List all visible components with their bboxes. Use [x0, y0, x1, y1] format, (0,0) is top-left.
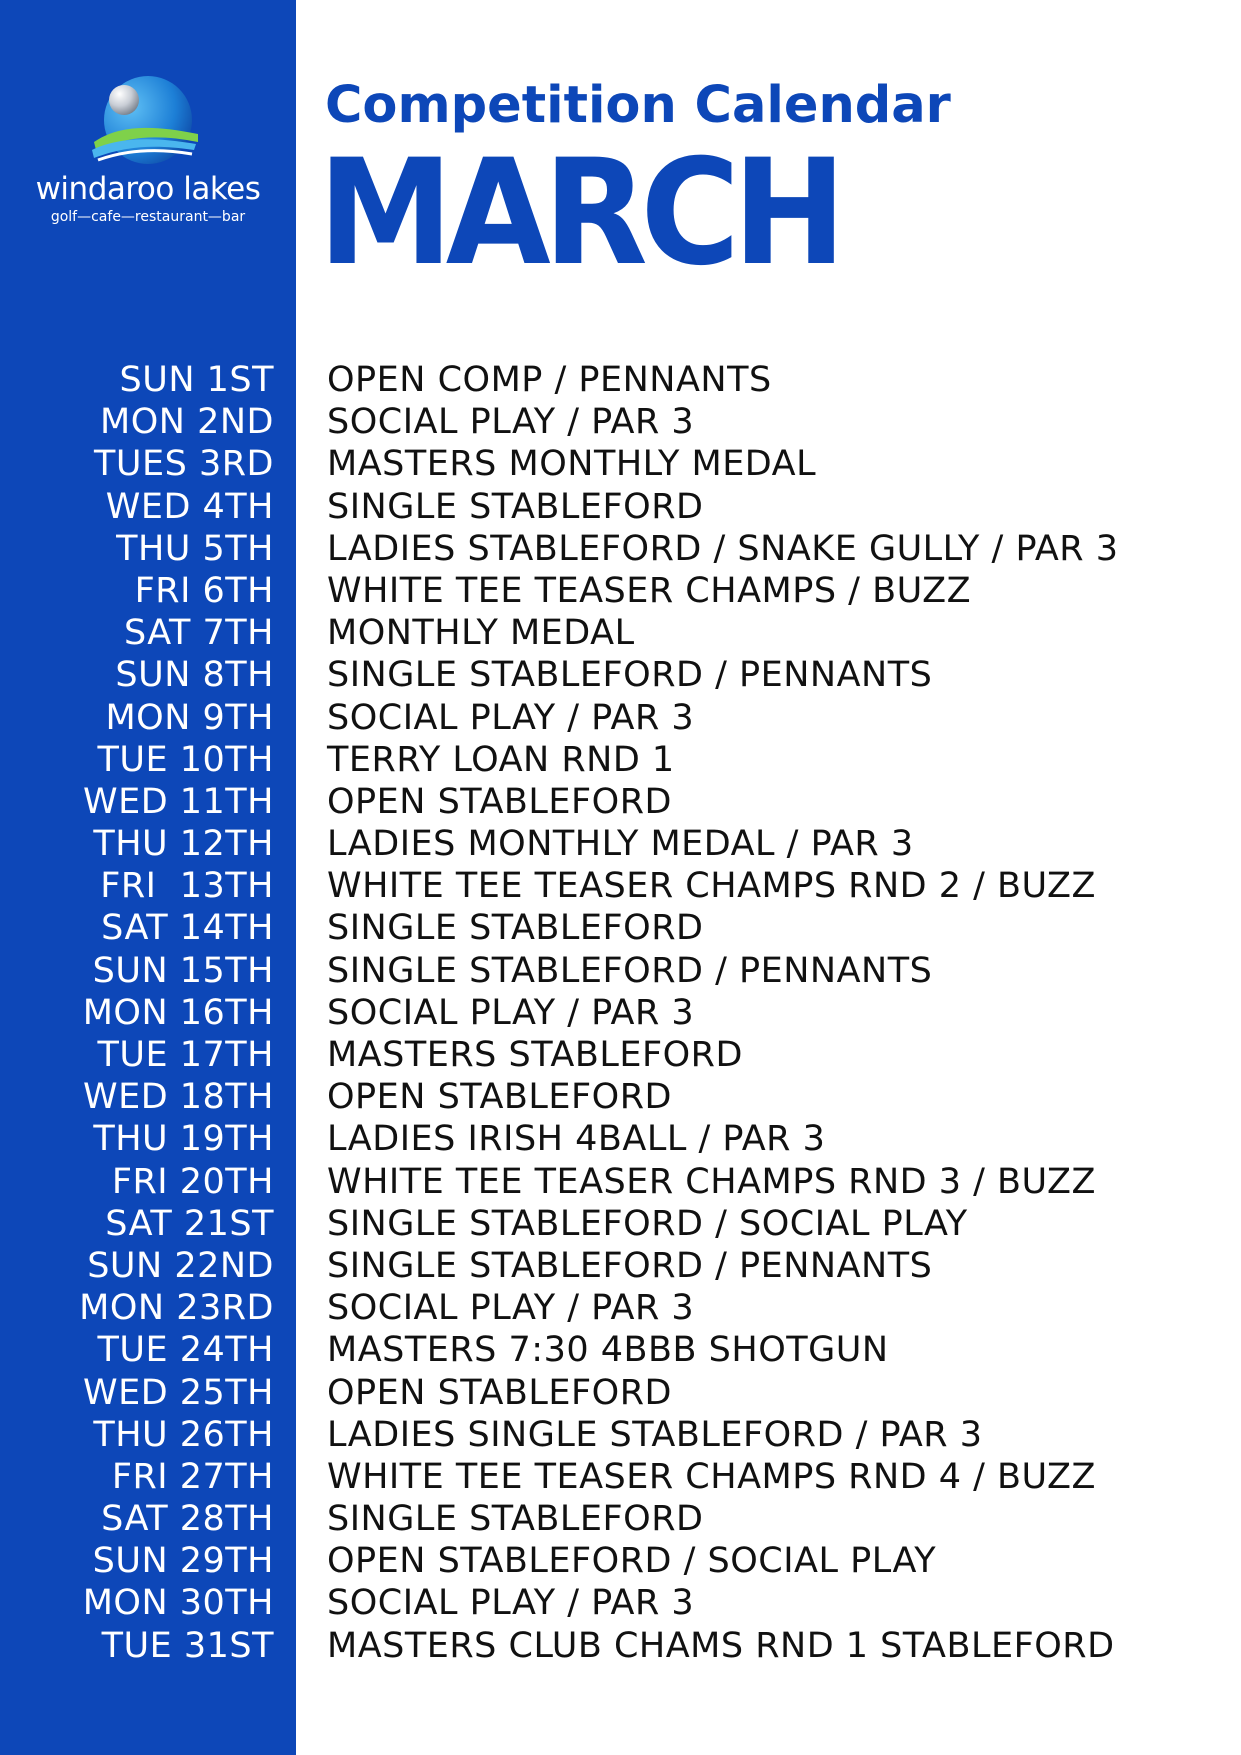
date-label: WED 4TH: [105, 486, 274, 527]
event-label: LADIES SINGLE STABLEFORD / PAR 3: [327, 1414, 983, 1455]
logo-tagline: golf—cafe—restaurant—bar: [50, 209, 246, 225]
event-label: MASTERS STABLEFORD: [327, 1035, 743, 1075]
event-label: LADIES MONTHLY MEDAL / PAR 3: [327, 824, 914, 865]
date-label: MON 16TH: [82, 992, 274, 1033]
date-list: [0, 359, 274, 1667]
date-label: TUE 10TH: [97, 739, 274, 780]
golf-ball-lake-icon: [88, 76, 200, 168]
date-label: MON 2ND: [100, 402, 274, 443]
event-label: OPEN STABLEFORD: [327, 1077, 672, 1118]
event-label: SINGLE STABLEFORD / PENNANTS: [327, 655, 933, 696]
date-label: SUN 1ST: [119, 360, 274, 400]
event-list: [327, 359, 1227, 1667]
event-label: OPEN STABLEFORD: [327, 781, 672, 822]
event-label: MASTERS MONTHLY MEDAL: [327, 444, 817, 485]
event-label: OPEN STABLEFORD / SOCIAL PLAY: [327, 1541, 937, 1582]
event-label: MASTERS CLUB CHAMS RND 1 STABLEFORD: [327, 1625, 1115, 1666]
event-label: SOCIAL PLAY / PAR 3: [327, 1288, 695, 1329]
date-label: WED 25TH: [82, 1372, 274, 1413]
date-label: TUES 3RD: [94, 444, 274, 485]
date-label: FRI 13TH: [100, 866, 274, 907]
event-label: SOCIAL PLAY / PAR 3: [327, 402, 695, 443]
date-label: THU 12TH: [93, 824, 274, 865]
event-label: SOCIAL PLAY / PAR 3: [327, 992, 695, 1033]
date-label: MON 23RD: [79, 1288, 274, 1329]
date-label: TUE 31ST: [101, 1625, 274, 1666]
date-label: SAT 21ST: [105, 1203, 274, 1244]
date-label: TUE 17TH: [97, 1035, 274, 1075]
sidebar: [0, 0, 296, 1755]
event-label: SINGLE STABLEFORD / SOCIAL PLAY: [327, 1203, 968, 1244]
date-label: WED 18TH: [82, 1077, 274, 1118]
date-label: SAT 14TH: [101, 908, 274, 949]
date-label: FRI 27TH: [111, 1456, 274, 1497]
date-label: SUN 15TH: [92, 950, 274, 991]
event-label: SOCIAL PLAY / PAR 3: [327, 697, 695, 738]
event-label: SOCIAL PLAY / PAR 3: [327, 1583, 695, 1624]
event-label: OPEN COMP / PENNANTS: [327, 360, 772, 400]
date-label: TUE 24TH: [97, 1330, 274, 1371]
event-label: SINGLE STABLEFORD: [327, 486, 704, 527]
date-label: WED 11TH: [82, 781, 274, 822]
event-label: WHITE TEE TEASER CHAMPS / BUZZ: [327, 570, 972, 611]
event-label: SINGLE STABLEFORD: [327, 1499, 704, 1540]
event-label: SINGLE STABLEFORD / PENNANTS: [327, 1245, 933, 1286]
date-label: SUN 8TH: [115, 655, 274, 696]
club-logo: [0, 76, 296, 236]
event-label: SINGLE STABLEFORD / PENNANTS: [327, 950, 933, 991]
date-label: THU 26TH: [93, 1414, 274, 1455]
date-label: SAT 28TH: [101, 1499, 274, 1540]
event-label: MONTHLY MEDAL: [327, 613, 635, 654]
event-label: SINGLE STABLEFORD: [327, 908, 704, 949]
page-title: Competition Calendar: [325, 76, 951, 135]
event-label: LADIES IRISH 4BALL / PAR 3: [327, 1119, 826, 1160]
event-label: WHITE TEE TEASER CHAMPS RND 2 / BUZZ: [327, 866, 1097, 907]
event-label: LADIES STABLEFORD / SNAKE GULLY / PAR 3: [327, 528, 1119, 569]
date-label: MON 9TH: [105, 697, 274, 738]
logo-name: windaroo lakes: [35, 171, 261, 207]
event-label: OPEN STABLEFORD: [327, 1372, 672, 1413]
date-label: SUN 29TH: [92, 1541, 274, 1582]
date-label: THU 5TH: [116, 528, 274, 569]
event-label: TERRY LOAN RND 1: [327, 739, 675, 780]
date-label: FRI 20TH: [111, 1161, 274, 1202]
date-label: MON 30TH: [82, 1583, 274, 1624]
event-label: MASTERS 7:30 4BBB SHOTGUN: [327, 1330, 889, 1371]
event-label: WHITE TEE TEASER CHAMPS RND 4 / BUZZ: [327, 1456, 1097, 1497]
event-label: WHITE TEE TEASER CHAMPS RND 3 / BUZZ: [327, 1161, 1097, 1202]
date-label: FRI 6TH: [134, 570, 274, 611]
date-label: SUN 22ND: [87, 1245, 274, 1286]
date-label: SAT 7TH: [123, 613, 274, 654]
date-label: THU 19TH: [93, 1119, 274, 1160]
month-heading: MARCH: [318, 128, 839, 298]
